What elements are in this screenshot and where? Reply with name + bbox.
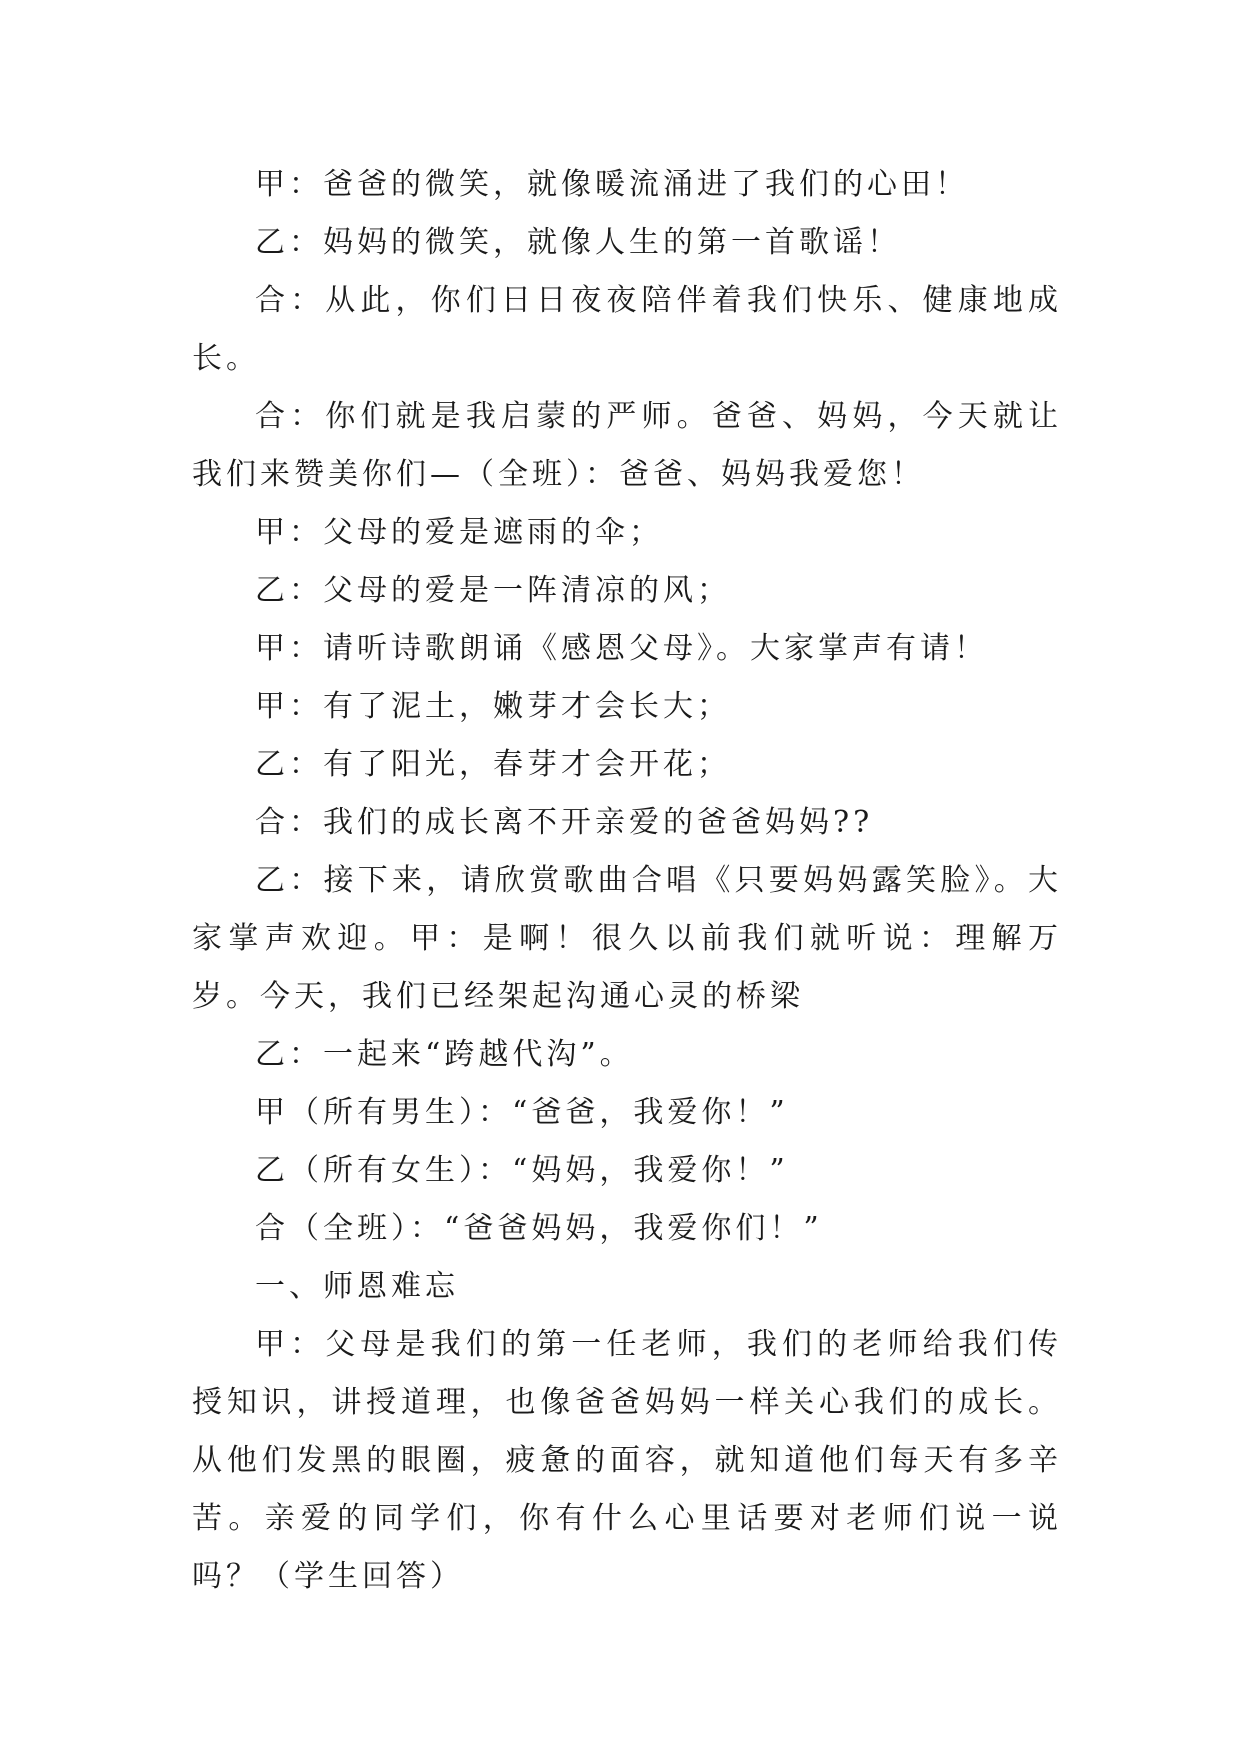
- paragraph-17: 甲：父母是我们的第一任老师，我们的老师给我们传授知识，讲授道理，也像爸爸妈妈一样关心我们的成长。从他们发黑的眼圈，疲惫的面容，就知道他们每天有多辛苦。亲爱的同学们，你有什么心里话要对老师们说一说吗？（学生回答）: [192, 1327, 1062, 1594]
- paragraph-14: 乙（所有女生）：“妈妈，我爱你！”: [255, 1153, 789, 1188]
- paragraph-2: 乙：妈妈的微笑，就像人生的第一首歌谣！: [255, 225, 901, 260]
- paragraph-9: 乙：有了阳光，春芽才会开花；: [255, 747, 731, 782]
- paragraph-7: 甲：请听诗歌朗诵《感恩父母》。大家掌声有请！: [255, 631, 988, 666]
- document-body: [192, 156, 1062, 1606]
- paragraph-13: 甲（所有男生）：“爸爸，我爱你！”: [255, 1095, 789, 1130]
- paragraph-5: 甲：父母的爱是遮雨的伞；: [255, 515, 663, 550]
- paragraph-11: 乙：接下来，请欣赏歌曲合唱《只要妈妈露笑脸》。大家掌声欢迎。甲：是啊！很久以前我们就听说：理解万岁。今天，我们已经架起沟通心灵的桥梁: [192, 863, 1062, 1014]
- paragraph-6: 乙：父母的爱是一阵清凉的风；: [255, 573, 731, 608]
- paragraph-12: 乙：一起来“跨越代沟”。: [255, 1037, 634, 1072]
- paragraph-10: 合：我们的成长离不开亲爱的爸爸妈妈??: [255, 805, 874, 840]
- section-heading: 一、师恩难忘: [255, 1269, 459, 1304]
- paragraph-1: 甲：爸爸的微笑，就像暖流涌进了我们的心田！: [255, 167, 969, 202]
- paragraph-4: 合：你们就是我启蒙的严师。爸爸、妈妈，今天就让我们来赞美你们—（全班）：爸爸、妈妈我爱您！: [192, 399, 1062, 492]
- paragraph-3: 合：从此，你们日日夜夜陪伴着我们快乐、健康地成长。: [192, 283, 1062, 376]
- paragraph-15: 合（全班）：“爸爸妈妈，我爱你们！”: [255, 1211, 823, 1246]
- paragraph-8: 甲：有了泥土，嫩芽才会长大；: [255, 689, 731, 724]
